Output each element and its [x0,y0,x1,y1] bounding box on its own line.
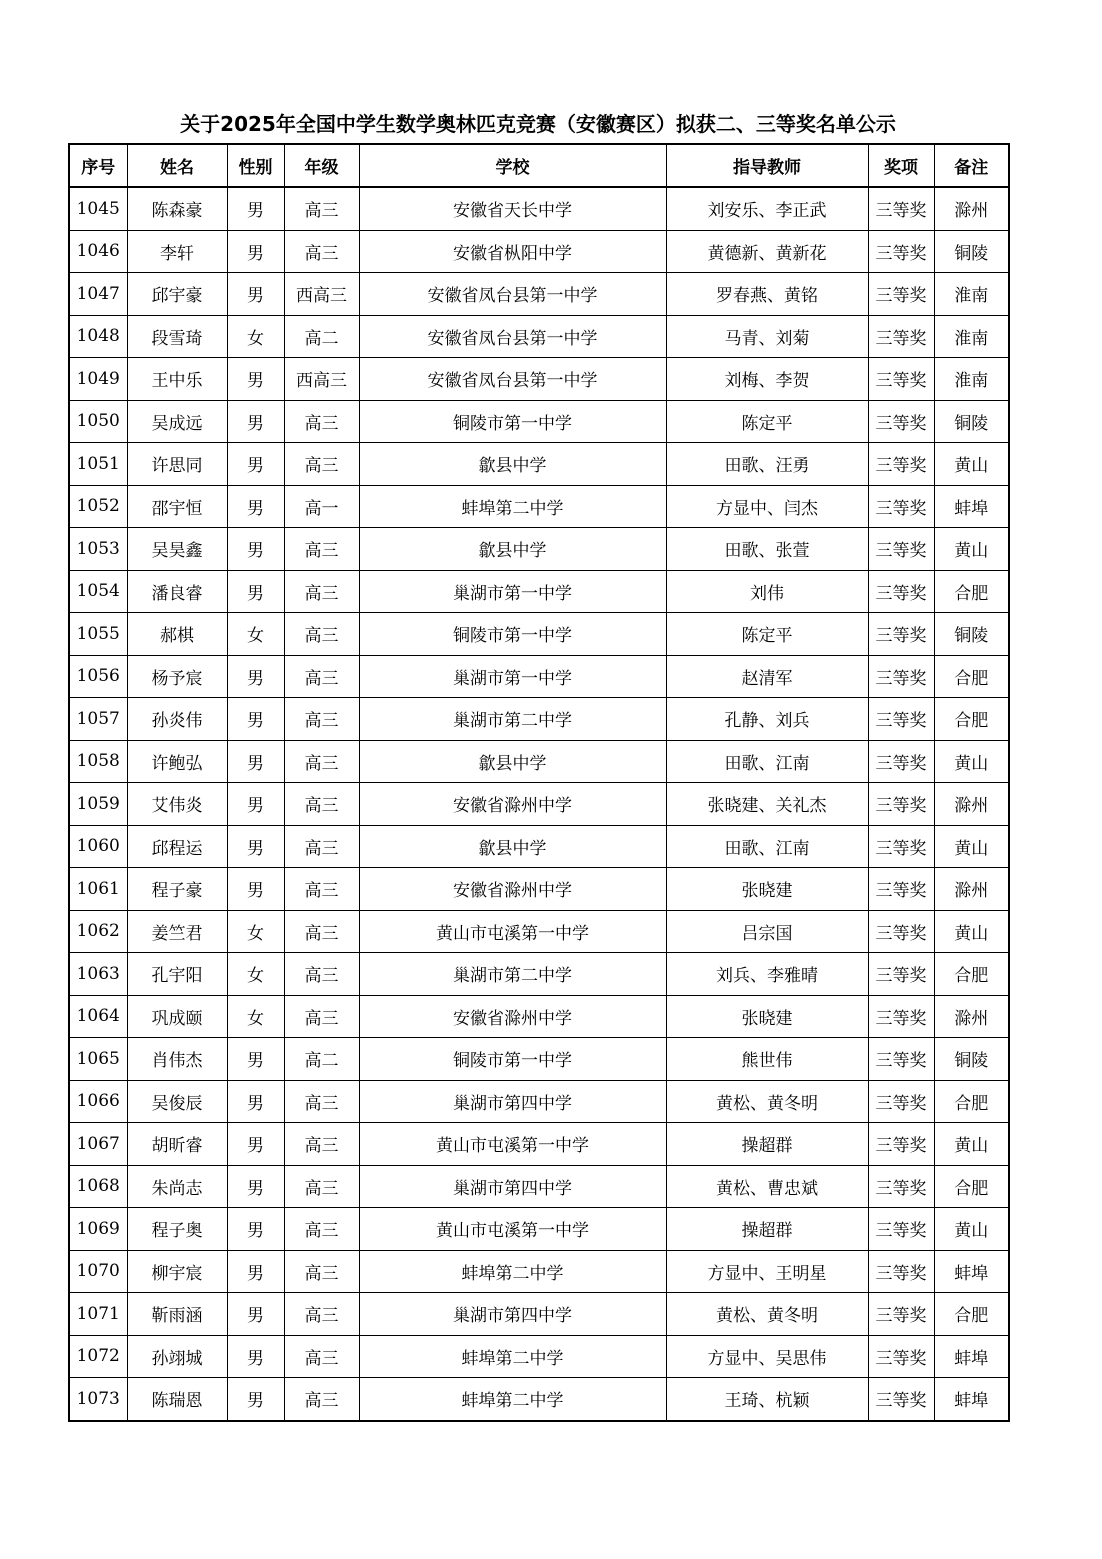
cell-col-award: 三等奖 [868,570,934,613]
table-row [69,1123,1009,1166]
cell-col-grade: 高三 [284,698,359,741]
cell-col-award: 三等奖 [868,783,934,826]
cell-col-teacher: 赵清军 [666,655,868,698]
cell-col-name: 许鲍弘 [127,740,227,783]
cell-col-note: 铜陵 [934,613,1009,656]
cell-col-teacher: 刘安乐、李正武 [666,187,868,230]
table-row [69,953,1009,996]
cell-col-grade: 西高三 [284,273,359,316]
cell-col-seq: 1055 [69,613,127,656]
cell-col-teacher: 张晓建、关礼杰 [666,783,868,826]
cell-col-gender: 男 [227,740,284,783]
cell-col-award: 三等奖 [868,825,934,868]
cell-col-teacher: 方显中、吴思伟 [666,1335,868,1378]
table-row [69,868,1009,911]
cell-col-school: 歙县中学 [359,528,666,571]
cell-col-grade: 高三 [284,783,359,826]
cell-col-teacher: 熊世伟 [666,1038,868,1081]
cell-col-teacher: 刘兵、李雅晴 [666,953,868,996]
cell-col-teacher: 黄松、曹忠斌 [666,1165,868,1208]
cell-col-name: 朱尚志 [127,1165,227,1208]
cell-col-name: 段雪琦 [127,315,227,358]
table-row [69,230,1009,273]
header-col-grade: 年级 [284,144,359,187]
cell-col-teacher: 张晓建 [666,995,868,1038]
cell-col-school: 巢湖市第一中学 [359,570,666,613]
cell-col-school: 安徽省天长中学 [359,187,666,230]
cell-col-seq: 1070 [69,1250,127,1293]
cell-col-name: 吴昊鑫 [127,528,227,571]
cell-col-grade: 高三 [284,1293,359,1336]
cell-col-award: 三等奖 [868,187,934,230]
cell-col-teacher: 陈定平 [666,400,868,443]
cell-col-seq: 1050 [69,400,127,443]
cell-col-teacher: 方显中、闫杰 [666,485,868,528]
cell-col-name: 吴俊辰 [127,1080,227,1123]
cell-col-name: 程子豪 [127,868,227,911]
cell-col-seq: 1051 [69,443,127,486]
cell-col-gender: 女 [227,613,284,656]
cell-col-note: 合肥 [934,1080,1009,1123]
table-row [69,1038,1009,1081]
cell-col-teacher: 田歌、张萱 [666,528,868,571]
cell-col-note: 淮南 [934,315,1009,358]
cell-col-grade: 高三 [284,230,359,273]
cell-col-seq: 1052 [69,485,127,528]
cell-col-grade: 高三 [284,1080,359,1123]
cell-col-gender: 男 [227,1293,284,1336]
cell-col-note: 蚌埠 [934,1378,1009,1421]
cell-col-award: 三等奖 [868,358,934,401]
cell-col-name: 许思同 [127,443,227,486]
cell-col-award: 三等奖 [868,315,934,358]
table-row [69,1293,1009,1336]
cell-col-gender: 男 [227,1250,284,1293]
cell-col-gender: 男 [227,1038,284,1081]
cell-col-school: 蚌埠第二中学 [359,1250,666,1293]
table-row [69,570,1009,613]
cell-col-note: 合肥 [934,1165,1009,1208]
table-row [69,995,1009,1038]
cell-col-grade: 高三 [284,528,359,571]
cell-col-gender: 男 [227,187,284,230]
cell-col-award: 三等奖 [868,995,934,1038]
cell-col-gender: 女 [227,995,284,1038]
cell-col-school: 歙县中学 [359,825,666,868]
cell-col-teacher: 刘梅、李贺 [666,358,868,401]
cell-col-note: 铜陵 [934,400,1009,443]
cell-col-note: 合肥 [934,953,1009,996]
cell-col-grade: 高二 [284,1038,359,1081]
cell-col-school: 铜陵市第一中学 [359,613,666,656]
cell-col-award: 三等奖 [868,740,934,783]
cell-col-note: 合肥 [934,570,1009,613]
cell-col-grade: 高三 [284,1165,359,1208]
cell-col-gender: 男 [227,825,284,868]
cell-col-school: 铜陵市第一中学 [359,1038,666,1081]
awards-table [68,143,1010,1422]
table-header [69,144,1009,187]
cell-col-school: 歙县中学 [359,740,666,783]
cell-col-award: 三等奖 [868,1208,934,1251]
cell-col-seq: 1053 [69,528,127,571]
table-row [69,1250,1009,1293]
cell-col-note: 滁州 [934,187,1009,230]
cell-col-school: 黄山市屯溪第一中学 [359,1208,666,1251]
cell-col-seq: 1056 [69,655,127,698]
cell-col-gender: 男 [227,358,284,401]
cell-col-name: 柳宇宸 [127,1250,227,1293]
cell-col-gender: 男 [227,655,284,698]
cell-col-teacher: 黄德新、黄新花 [666,230,868,273]
cell-col-teacher: 孔静、刘兵 [666,698,868,741]
cell-col-seq: 1061 [69,868,127,911]
page-title: 关于2025年全国中学生数学奥林匹克竞赛（安徽赛区）拟获二、三等奖名单公示 [180,112,896,136]
header-row [69,144,1009,187]
cell-col-name: 邵宇恒 [127,485,227,528]
cell-col-gender: 男 [227,400,284,443]
cell-col-note: 黄山 [934,528,1009,571]
cell-col-grade: 高三 [284,740,359,783]
cell-col-school: 巢湖市第四中学 [359,1080,666,1123]
table-row [69,1208,1009,1251]
table-row [69,358,1009,401]
table-row [69,698,1009,741]
cell-col-school: 蚌埠第二中学 [359,1378,666,1421]
cell-col-school: 蚌埠第二中学 [359,485,666,528]
cell-col-seq: 1067 [69,1123,127,1166]
cell-col-seq: 1049 [69,358,127,401]
cell-col-teacher: 马青、刘菊 [666,315,868,358]
cell-col-teacher: 黄松、黄冬明 [666,1293,868,1336]
cell-col-note: 滁州 [934,995,1009,1038]
header-col-seq: 序号 [69,144,127,187]
cell-col-gender: 男 [227,1165,284,1208]
cell-col-name: 郝棋 [127,613,227,656]
cell-col-grade: 高三 [284,400,359,443]
cell-col-note: 黄山 [934,740,1009,783]
cell-col-award: 三等奖 [868,1165,934,1208]
cell-col-note: 淮南 [934,273,1009,316]
cell-col-note: 淮南 [934,358,1009,401]
cell-col-teacher: 方显中、王明星 [666,1250,868,1293]
cell-col-seq: 1065 [69,1038,127,1081]
cell-col-seq: 1047 [69,273,127,316]
cell-col-award: 三等奖 [868,1038,934,1081]
cell-col-grade: 高三 [284,443,359,486]
cell-col-note: 黄山 [934,443,1009,486]
cell-col-note: 合肥 [934,1293,1009,1336]
cell-col-seq: 1062 [69,910,127,953]
cell-col-grade: 高三 [284,1208,359,1251]
cell-col-grade: 高三 [284,910,359,953]
cell-col-teacher: 黄松、黄冬明 [666,1080,868,1123]
cell-col-name: 程子奥 [127,1208,227,1251]
cell-col-note: 合肥 [934,698,1009,741]
cell-col-gender: 女 [227,910,284,953]
cell-col-award: 三等奖 [868,1123,934,1166]
cell-col-name: 胡昕睿 [127,1123,227,1166]
cell-col-teacher: 吕宗国 [666,910,868,953]
cell-col-award: 三等奖 [868,655,934,698]
table-row [69,740,1009,783]
cell-col-award: 三等奖 [868,910,934,953]
cell-col-teacher: 罗春燕、黄铭 [666,273,868,316]
cell-col-note: 滁州 [934,868,1009,911]
cell-col-gender: 男 [227,570,284,613]
table-row [69,315,1009,358]
cell-col-school: 蚌埠第二中学 [359,1335,666,1378]
cell-col-name: 肖伟杰 [127,1038,227,1081]
cell-col-grade: 高三 [284,825,359,868]
cell-col-seq: 1060 [69,825,127,868]
cell-col-name: 邱宇豪 [127,273,227,316]
cell-col-award: 三等奖 [868,443,934,486]
cell-col-award: 三等奖 [868,1378,934,1421]
cell-col-teacher: 田歌、汪勇 [666,443,868,486]
cell-col-school: 黄山市屯溪第一中学 [359,910,666,953]
cell-col-award: 三等奖 [868,1080,934,1123]
cell-col-gender: 女 [227,953,284,996]
table-row [69,1080,1009,1123]
table-row [69,783,1009,826]
cell-col-teacher: 陈定平 [666,613,868,656]
cell-col-grade: 高三 [284,570,359,613]
cell-col-grade: 高三 [284,995,359,1038]
cell-col-award: 三等奖 [868,868,934,911]
cell-col-award: 三等奖 [868,613,934,656]
cell-col-seq: 1072 [69,1335,127,1378]
cell-col-gender: 女 [227,315,284,358]
cell-col-school: 安徽省凤台县第一中学 [359,358,666,401]
cell-col-note: 黄山 [934,910,1009,953]
cell-col-award: 三等奖 [868,400,934,443]
cell-col-school: 巢湖市第四中学 [359,1293,666,1336]
cell-col-grade: 高三 [284,953,359,996]
cell-col-grade: 高二 [284,315,359,358]
cell-col-seq: 1066 [69,1080,127,1123]
cell-col-school: 安徽省滁州中学 [359,783,666,826]
cell-col-name: 巩成颐 [127,995,227,1038]
table-row [69,825,1009,868]
cell-col-award: 三等奖 [868,1250,934,1293]
cell-col-gender: 男 [227,1378,284,1421]
cell-col-name: 陈瑞恩 [127,1378,227,1421]
cell-col-note: 蚌埠 [934,1335,1009,1378]
cell-col-seq: 1054 [69,570,127,613]
cell-col-school: 巢湖市第一中学 [359,655,666,698]
table-row [69,910,1009,953]
cell-col-name: 靳雨涵 [127,1293,227,1336]
cell-col-seq: 1073 [69,1378,127,1421]
cell-col-award: 三等奖 [868,528,934,571]
cell-col-teacher: 操超群 [666,1123,868,1166]
cell-col-school: 巢湖市第二中学 [359,698,666,741]
table-row [69,187,1009,230]
cell-col-school: 巢湖市第四中学 [359,1165,666,1208]
cell-col-seq: 1046 [69,230,127,273]
header-col-teacher: 指导教师 [666,144,868,187]
cell-col-school: 安徽省枞阳中学 [359,230,666,273]
cell-col-teacher: 张晓建 [666,868,868,911]
table-row [69,528,1009,571]
cell-col-gender: 男 [227,443,284,486]
cell-col-note: 滁州 [934,783,1009,826]
cell-col-name: 孔宇阳 [127,953,227,996]
cell-col-teacher: 王琦、杭颖 [666,1378,868,1421]
cell-col-gender: 男 [227,273,284,316]
header-col-note: 备注 [934,144,1009,187]
cell-col-gender: 男 [227,485,284,528]
cell-col-grade: 高三 [284,1250,359,1293]
table-row [69,613,1009,656]
cell-col-school: 安徽省滁州中学 [359,868,666,911]
cell-col-gender: 男 [227,698,284,741]
cell-col-grade: 高三 [284,613,359,656]
cell-col-name: 王中乐 [127,358,227,401]
cell-col-gender: 男 [227,1208,284,1251]
cell-col-seq: 1059 [69,783,127,826]
header-col-school: 学校 [359,144,666,187]
cell-col-name: 陈森豪 [127,187,227,230]
cell-col-seq: 1058 [69,740,127,783]
cell-col-name: 孙炎伟 [127,698,227,741]
cell-col-school: 歙县中学 [359,443,666,486]
cell-col-note: 黄山 [934,825,1009,868]
cell-col-award: 三等奖 [868,273,934,316]
cell-col-note: 黄山 [934,1123,1009,1166]
cell-col-teacher: 刘伟 [666,570,868,613]
cell-col-award: 三等奖 [868,953,934,996]
cell-col-gender: 男 [227,783,284,826]
table-row [69,1165,1009,1208]
cell-col-award: 三等奖 [868,698,934,741]
table-row [69,1378,1009,1421]
cell-col-note: 铜陵 [934,230,1009,273]
cell-col-grade: 西高三 [284,358,359,401]
cell-col-name: 孙翊城 [127,1335,227,1378]
cell-col-grade: 高一 [284,485,359,528]
table-row [69,485,1009,528]
table-row [69,443,1009,486]
cell-col-grade: 高三 [284,1378,359,1421]
cell-col-name: 邱程运 [127,825,227,868]
table-row [69,273,1009,316]
cell-col-note: 黄山 [934,1208,1009,1251]
header-col-name: 姓名 [127,144,227,187]
cell-col-note: 蚌埠 [934,1250,1009,1293]
header-col-award: 奖项 [868,144,934,187]
cell-col-seq: 1048 [69,315,127,358]
cell-col-grade: 高三 [284,1335,359,1378]
cell-col-grade: 高三 [284,655,359,698]
cell-col-note: 铜陵 [934,1038,1009,1081]
table-row [69,655,1009,698]
cell-col-award: 三等奖 [868,1293,934,1336]
cell-col-school: 安徽省凤台县第一中学 [359,315,666,358]
cell-col-name: 吴成远 [127,400,227,443]
cell-col-seq: 1071 [69,1293,127,1336]
cell-col-name: 李轩 [127,230,227,273]
cell-col-school: 巢湖市第二中学 [359,953,666,996]
cell-col-gender: 男 [227,230,284,273]
table-row [69,1335,1009,1378]
cell-col-seq: 1068 [69,1165,127,1208]
cell-col-seq: 1057 [69,698,127,741]
table-body [69,187,1009,1421]
cell-col-school: 黄山市屯溪第一中学 [359,1123,666,1166]
cell-col-seq: 1063 [69,953,127,996]
cell-col-note: 合肥 [934,655,1009,698]
cell-col-name: 姜竺君 [127,910,227,953]
cell-col-name: 潘良睿 [127,570,227,613]
cell-col-award: 三等奖 [868,485,934,528]
cell-col-gender: 男 [227,1080,284,1123]
cell-col-teacher: 操超群 [666,1208,868,1251]
cell-col-gender: 男 [227,1335,284,1378]
cell-col-name: 艾伟炎 [127,783,227,826]
cell-col-seq: 1064 [69,995,127,1038]
cell-col-award: 三等奖 [868,1335,934,1378]
cell-col-teacher: 田歌、江南 [666,740,868,783]
cell-col-gender: 男 [227,528,284,571]
cell-col-seq: 1069 [69,1208,127,1251]
header-col-gender: 性别 [227,144,284,187]
cell-col-school: 铜陵市第一中学 [359,400,666,443]
cell-col-grade: 高三 [284,1123,359,1166]
cell-col-grade: 高三 [284,187,359,230]
cell-col-gender: 男 [227,868,284,911]
cell-col-name: 杨予宸 [127,655,227,698]
cell-col-gender: 男 [227,1123,284,1166]
cell-col-teacher: 田歌、江南 [666,825,868,868]
table-row [69,400,1009,443]
cell-col-seq: 1045 [69,187,127,230]
cell-col-note: 蚌埠 [934,485,1009,528]
cell-col-school: 安徽省凤台县第一中学 [359,273,666,316]
cell-col-grade: 高三 [284,868,359,911]
cell-col-award: 三等奖 [868,230,934,273]
cell-col-school: 安徽省滁州中学 [359,995,666,1038]
